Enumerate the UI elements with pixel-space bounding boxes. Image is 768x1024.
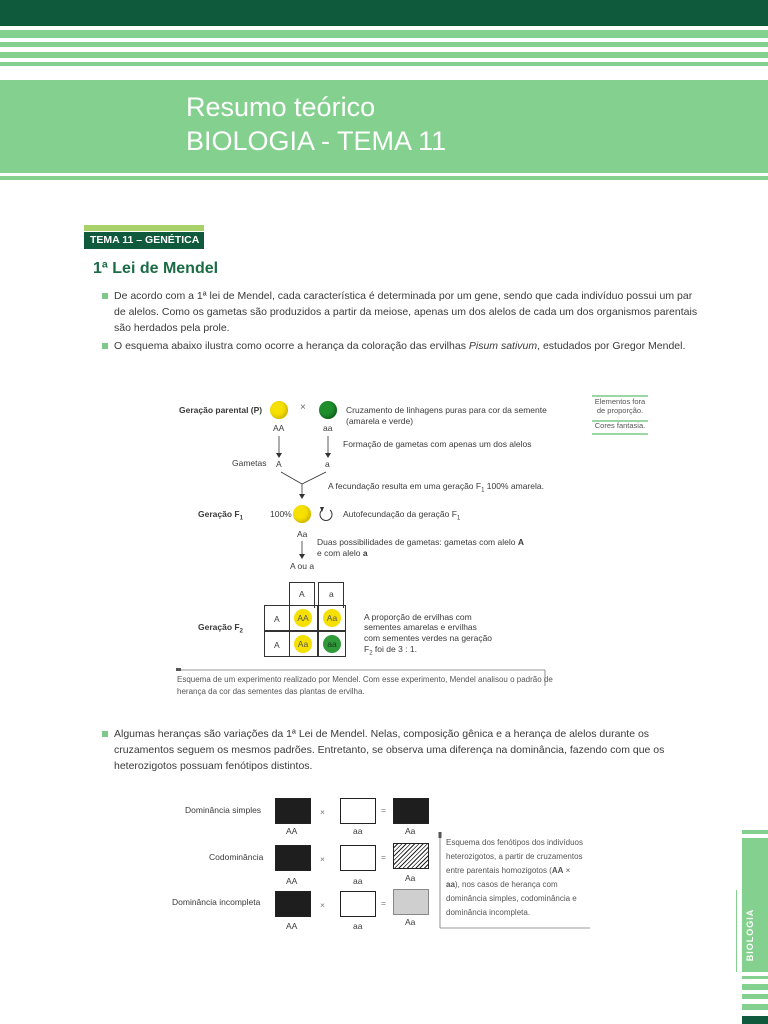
genotype-label: AA [286,826,298,836]
genotype-label: Aa [405,826,416,836]
f2-generation-label: Geração $F_2$ [198,622,243,635]
cross-symbol: × [320,900,325,910]
genotype-label: AA [286,876,298,886]
yellow-pea-icon: Aa [294,635,312,653]
side-tab-stripe [742,976,768,979]
genotype-label: Aa [405,917,416,927]
side-tab-stripe [742,830,768,834]
figure-caption: Esquema de um experimento realizado por Mendel. Com esse experimento, Mendel analisou o padrão de herança da cor das sementes das plantas de ervilha. [177,675,553,696]
equals-symbol: = [381,898,386,908]
side-tab-stripe [742,984,768,990]
cross-symbol: × [320,854,325,864]
f1-percent: 100% [270,509,292,519]
genotype-label: aa [353,826,363,836]
side-note-proportion: Elementos fora de proporção. [594,397,646,415]
section-title: 1ª Lei de Mendel [93,260,219,277]
genotype-label: AA [286,921,298,931]
side-tab-line [736,890,737,972]
f1-genotype: Aa [297,529,308,539]
genotype-label: Aa [405,873,416,883]
self-fertilization-text: Autofecundação da geração $F_1$ [343,509,461,522]
proportion-line2: sementes amarelas e ervilhas [364,622,477,632]
green-pea-icon: aa [323,635,341,653]
paragraph-1: De acordo com a 1ª lei de Mendel, cada característica é determinada por um gene, sendo que cada indivíduo possui um par de alelos. Como os gametas são produzidos a partir da meiose, apenas um dos alelos de cada um dos organismos parentais são herdados pela prole. [114,290,698,334]
paragraph-2: O esquema abaixo ilustra como ocorre a herança da coloração das ervilhas Pisum sativum, estudados por Gregor Mendel. [114,340,686,352]
proportion-line1: A proporção de ervilhas com [364,612,472,622]
punnett-header-cell: a [318,582,344,608]
paragraph-3: Algumas heranças são variações da 1ª Lei de Mendel. Nelas, composição gênica e a herança de alelos durante os cruzamentos seguem os mesmos padrões. Entretanto, se observa uma diferença na dominância, fazendo com que os heterozigotos possuam fenótipos distintos. [114,728,665,772]
gamete-formation-text: Formação de gametas com apenas um dos alelos [343,439,532,449]
genotype-label: aa [353,921,363,931]
side-note-colors: Cores fantasia. [594,421,646,430]
side-tab-dark-band [742,1016,768,1024]
side-tab-stripe [742,1004,768,1010]
gamete-possibilities-line1: Duas possibilidades de gametas: gametas com alelo A [317,537,524,547]
cross-symbol: × [320,807,325,817]
gametes-A-or-a: A ou a [290,561,315,571]
gamete-a: a [325,459,330,469]
cross-symbol: × [300,402,306,413]
f1-generation-label: Geração $F_1$ [198,509,243,522]
gametes-label: Gametas [232,458,267,468]
gamete-possibilities-line2: e com alelo a [317,548,368,558]
header-title-line1: Resumo teórico [186,92,376,122]
cross-description-line2: (amarela e verde) [346,416,414,426]
fecundation-text: A fecundação resulta em uma geração $F_1$ 100% amarela. [328,481,544,494]
dominance-row-label: Codominância [209,852,264,862]
equals-symbol: = [381,852,386,862]
parental-generation-label: Geração parental (P) [179,405,263,415]
dominance-row-label: Dominância simples [185,805,262,815]
proportion-line4: $F_2$ foi de 3 : 1. [364,644,417,657]
header-title-line2: BIOLOGIA - TEMA 11 [186,126,447,156]
genotype-label: aa [353,876,363,886]
proportion-line3: com sementes verdes na geração [364,633,493,643]
dominance-note: Esquema dos fenótipos dos indivíduos heterozigotos, a partir de cruzamentos entre parentais homozigotos (AA × aa), nos casos de herança com dominância simples, codominância e dominância incompleta. [446,838,583,917]
equals-symbol: = [381,805,386,815]
genotype-AA: AA [273,423,285,433]
side-tab-stripe [742,994,768,999]
species-name: Pisum sativum [468,340,538,352]
dominance-row-label: Dominância incompleta [172,897,261,907]
yellow-pea-icon: Aa [323,609,341,627]
side-tab-label: BIOLOGIA [745,908,755,962]
cross-description-line1: Cruzamento de linhagens puras para cor da semente [346,405,547,415]
punnett-header-cell: A [264,631,290,657]
gamete-A: A [276,459,282,469]
yellow-pea-icon: AA [294,609,312,627]
genotype-aa: aa [323,423,333,433]
punnett-header-cell: A [264,605,290,631]
punnett-header-cell: A [289,582,315,608]
topic-tag: TEMA 11 – GENÉTICA [84,232,204,249]
